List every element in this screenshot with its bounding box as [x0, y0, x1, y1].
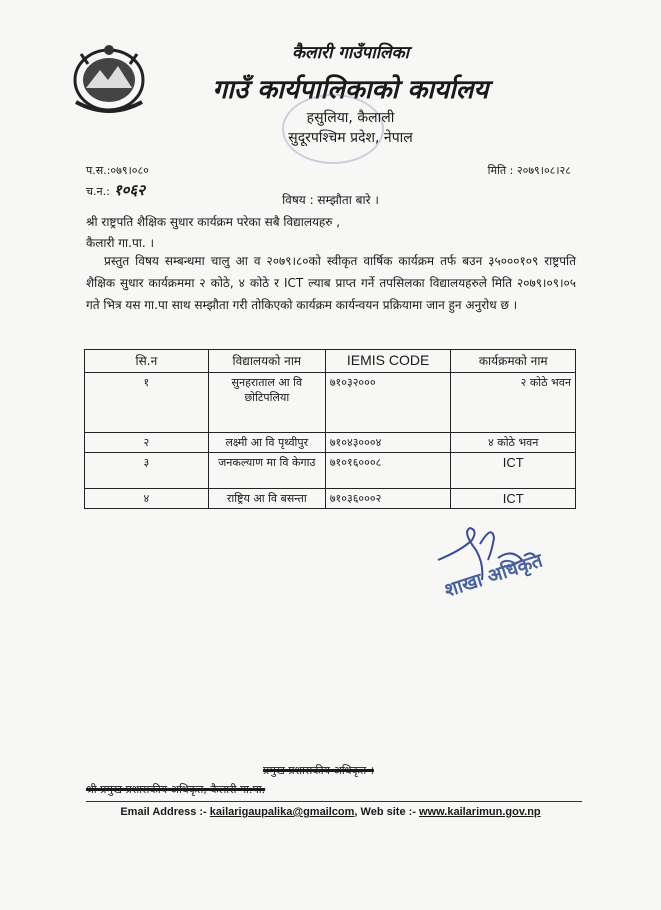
cell-sn: १ [85, 373, 209, 433]
cell-school: राष्ट्रिय आ वि बसन्ता [208, 489, 325, 509]
office-location: हसुलिया, कैलाली [306, 110, 395, 126]
header-school: विद्यालयको नाम [208, 350, 325, 373]
cell-sn: ४ [85, 489, 209, 509]
cell-code: ७१०१६०००८ [325, 453, 451, 489]
cell-program: ICT [451, 489, 576, 509]
signature-title: शाखा अधिकृत [441, 549, 546, 602]
footer-contact: Email Address :- kailarigaupalika@gmailcom, Web site :- www.kailarimun.gov.np [120, 806, 541, 818]
recipient-line-2: कैलारी गा.पा. । [86, 236, 155, 250]
cell-program: ICT [451, 453, 576, 489]
footer-divider [86, 801, 582, 802]
cell-code: ७१०४३०००४ [325, 433, 451, 453]
letter-subject: विषय : सम्झौता बारे । [282, 193, 379, 207]
letter-date: मिति : २०७९।०८।२८ [487, 164, 571, 177]
cell-school: सुनहराताल आ वि छोटिपलिया [208, 373, 325, 433]
recipient-line-1: श्री राष्ट्रपति शैक्षिक सुधार कार्यक्रम परेका सबै विद्यालयहरु , [86, 215, 341, 229]
cell-school: जनकल्याण मा वि केगाउ [208, 453, 325, 489]
cell-code: ७१०३२००० [325, 373, 451, 433]
table-row [85, 453, 576, 489]
email-link[interactable]: kailarigaupalika@gmailcom [209, 806, 355, 818]
cell-sn: ३ [85, 453, 209, 489]
header-sn: सि.न [85, 350, 209, 373]
municipality-name: कैलारी गाउँपालिका [292, 43, 409, 63]
table-row [85, 373, 576, 433]
cell-school: लक्ष्मी आ वि पृथ्वीपुर [208, 433, 325, 453]
struck-cc-line: श्री प्रमुख प्रशासकीय अधिकृत, कैलारी गा.पा. [86, 783, 266, 796]
office-name: गाउँ कार्यपालिकाको कार्यालय [212, 75, 489, 105]
table-row [85, 433, 576, 453]
office-province: सुदूरपश्चिम प्रदेश, नेपाल [288, 130, 413, 146]
reference-cn: च.न.: १०६२ [86, 181, 146, 199]
table-header-row [85, 350, 576, 373]
website-link[interactable]: www.kailarimun.gov.np [419, 806, 541, 818]
header-program: कार्यक्रमको नाम [451, 350, 576, 373]
struck-signatory-line: प्रमुख प्रशासकीय अधिकृत । [263, 764, 374, 777]
letter-body: प्रस्तुत विषय सम्बन्धमा चालु आ व २०७९।८०को स्वीकृत वार्षिक कार्यक्रम तर्फ बउन ३५०००१०९ राष्ट्रपति शैक्षिक सुधार कार्यक्रममा २ कोठे, ४ कोठे र ICT ल्याब प्राप्त गर्ने तपसिलका विद्यालयहरुले मिति २०७९।०९।०५ गते भित्र यस गा.पा साथ सम्झौता गरी तोकिएको कार्यक्रम कार्यन्वयन प्रक्रियामा जान हुन अनुरोध छ । [86, 254, 576, 312]
table-row [85, 489, 576, 509]
header-iemis-code: IEMIS CODE [325, 350, 451, 373]
cell-program: ४ कोठे भवन [451, 433, 576, 453]
school-program-table [84, 349, 576, 509]
cell-sn: २ [85, 433, 209, 453]
cell-code: ७१०३६०००२ [325, 489, 451, 509]
cell-program: २ कोठे भवन [451, 373, 576, 433]
reference-ps: प.स.:०७९।०८० [86, 164, 149, 177]
